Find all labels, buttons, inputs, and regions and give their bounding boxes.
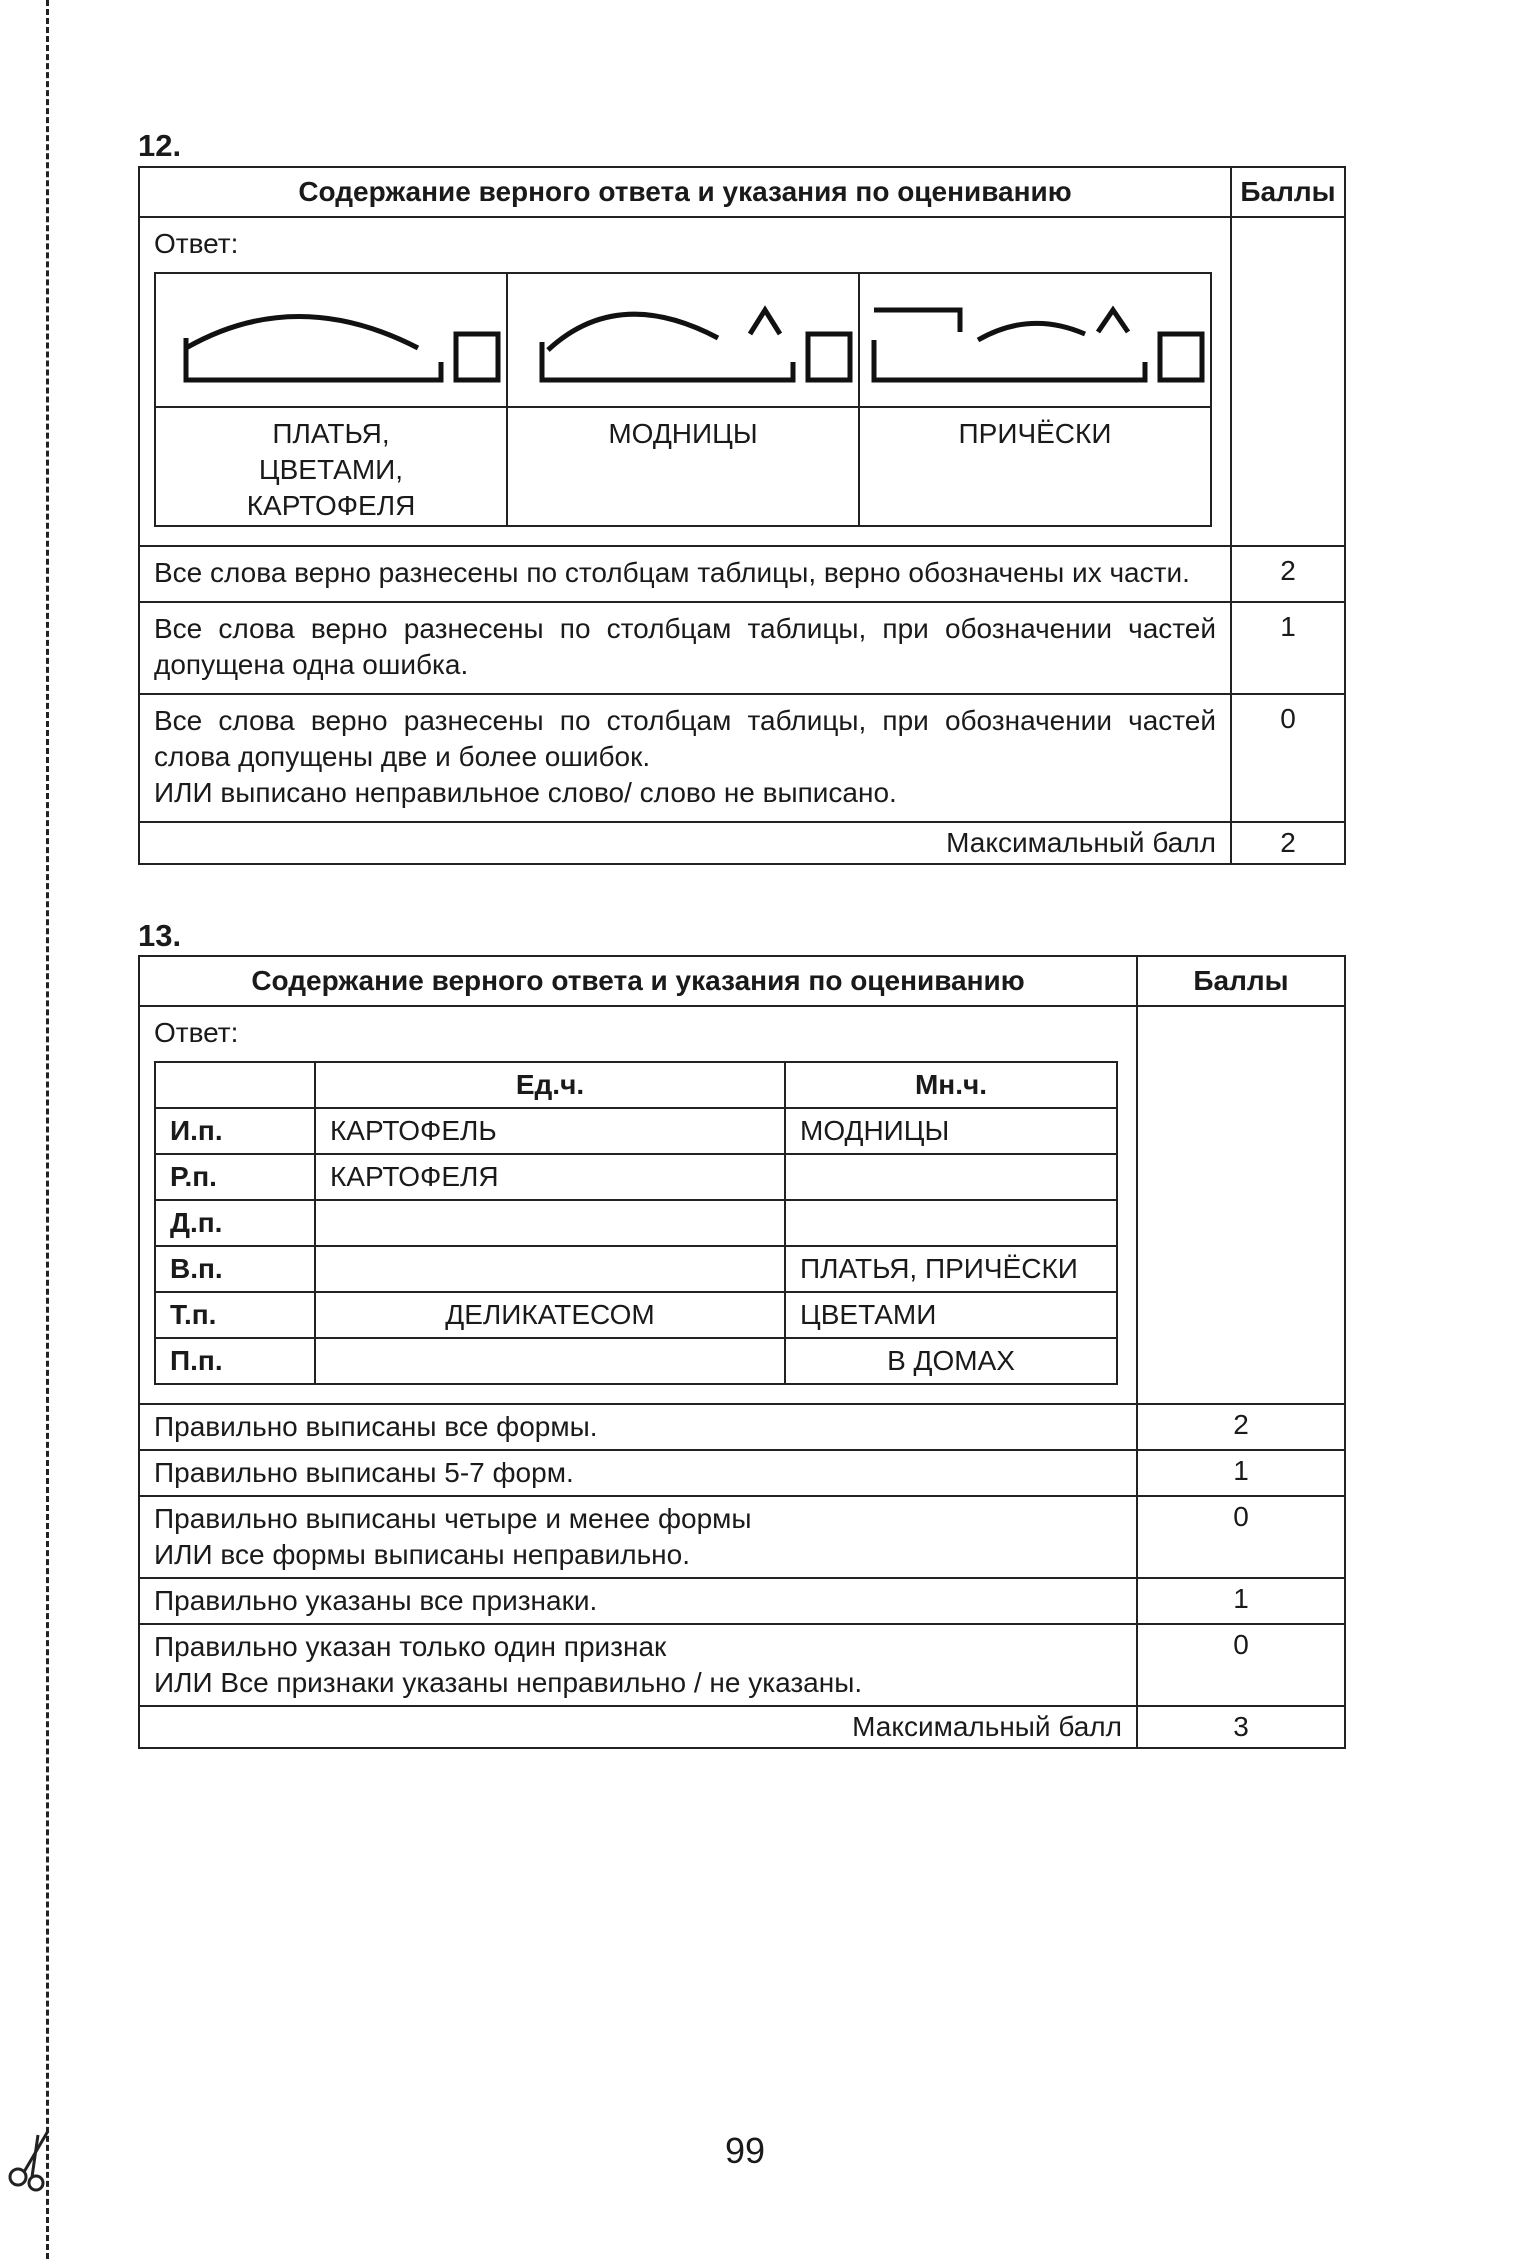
morpheme-scheme-2 — [507, 273, 859, 407]
q13-header-content: Содержание верного ответа и указания по оцениванию — [139, 956, 1137, 1006]
q12-criterion-3-line2: ИЛИ выписано неправильное слово/ слово не выписано. — [154, 777, 897, 808]
q12-criterion-2-score: 1 — [1231, 602, 1345, 694]
case-label: В.п. — [155, 1246, 315, 1292]
q12-table — [138, 166, 1346, 865]
form-plural — [785, 1200, 1117, 1246]
q13-criterion-1-score: 2 — [1137, 1404, 1345, 1450]
q13-max-score: 3 — [1137, 1706, 1345, 1748]
morpheme-scheme-icon — [156, 290, 506, 390]
q13-header-score: Баллы — [1137, 956, 1345, 1006]
q13-criterion-3-line1: Правильно выписаны четыре и менее формы — [154, 1503, 752, 1534]
morpheme-scheme-3 — [859, 273, 1211, 407]
form-singular: ДЕЛИКАТЕСОМ — [315, 1292, 785, 1338]
q13-criterion-5-score: 0 — [1137, 1624, 1345, 1706]
col-plural: Мн.ч. — [785, 1062, 1117, 1108]
word-group-1: ПЛАТЬЯ, ЦВЕТАМИ, КАРТОФЕЛЯ — [155, 407, 507, 526]
q12-max-score: 2 — [1231, 822, 1345, 864]
q13-table — [138, 955, 1346, 1749]
page-number: 99 — [724, 2130, 766, 2171]
q13-answer-cell — [139, 1006, 1137, 1404]
morpheme-scheme-icon — [860, 290, 1210, 390]
word-group-3: ПРИЧЁСКИ — [859, 407, 1211, 526]
form-singular: КАРТОФЕЛЬ — [315, 1108, 785, 1154]
q13-criterion-5-line1: Правильно указан только один признак — [154, 1631, 667, 1662]
form-singular: КАРТОФЕЛЯ — [315, 1154, 785, 1200]
q12-criterion-1-score: 2 — [1231, 546, 1345, 602]
case-label: И.п. — [155, 1108, 315, 1154]
q12-answer-label: Ответ: — [154, 228, 239, 259]
q12-header-content: Содержание верного ответа и указания по оцениванию — [139, 167, 1231, 217]
q13-forms-table — [154, 1061, 1118, 1385]
q12-criterion-2: Все слова верно разнесены по столбцам таблицы, при обозначении частей допущена одна ошибка. — [139, 602, 1231, 694]
q12-answer-table — [154, 272, 1212, 527]
question-13-number: 13. — [138, 918, 182, 953]
q13-criterion-2-score: 1 — [1137, 1450, 1345, 1496]
q12-criterion-3 — [139, 694, 1231, 822]
word-group-2: МОДНИЦЫ — [507, 407, 859, 526]
form-singular — [315, 1246, 785, 1292]
q12-max-label: Максимальный балл — [139, 822, 1231, 864]
form-plural: ЦВЕТАМИ — [785, 1292, 1117, 1338]
case-label: П.п. — [155, 1338, 315, 1384]
cut-line — [46, 0, 49, 2259]
q12-header-score: Баллы — [1231, 167, 1345, 217]
form-plural: МОДНИЦЫ — [785, 1108, 1117, 1154]
form-plural: ПЛАТЬЯ, ПРИЧЁСКИ — [785, 1246, 1117, 1292]
morpheme-scheme-icon — [508, 290, 858, 390]
q13-criterion-1: Правильно выписаны все формы. — [139, 1404, 1137, 1450]
q13-answer-score-cell — [1137, 1006, 1345, 1404]
q12-criterion-1: Все слова верно разнесены по столбцам таблицы, верно обозначены их части. — [139, 546, 1231, 602]
q13-criterion-5 — [139, 1624, 1137, 1706]
q12-answer-cell — [139, 217, 1231, 546]
case-label: Р.п. — [155, 1154, 315, 1200]
q13-criterion-5-line2: ИЛИ Все признаки указаны неправильно / не указаны. — [154, 1667, 863, 1698]
q13-criterion-4-score: 1 — [1137, 1578, 1345, 1624]
case-label: Д.п. — [155, 1200, 315, 1246]
q13-criterion-4: Правильно указаны все признаки. — [139, 1578, 1137, 1624]
form-plural — [785, 1154, 1117, 1200]
q13-max-label: Максимальный балл — [139, 1706, 1137, 1748]
q13-criterion-3-line2: ИЛИ все формы выписаны неправильно. — [154, 1539, 690, 1570]
morpheme-scheme-1 — [155, 273, 507, 407]
q12-criterion-3-line1: Все слова верно разнесены по столбцам таблицы, при обозначении частей слова допущены две и более ошибок. — [154, 705, 1216, 772]
q13-criterion-3-score: 0 — [1137, 1496, 1345, 1578]
q12-answer-score-cell — [1231, 217, 1345, 546]
forms-corner-cell — [155, 1062, 315, 1108]
q13-answer-label: Ответ: — [154, 1017, 239, 1048]
q13-criterion-2: Правильно выписаны 5-7 форм. — [139, 1450, 1137, 1496]
col-singular: Ед.ч. — [315, 1062, 785, 1108]
q13-criterion-3 — [139, 1496, 1137, 1578]
case-label: Т.п. — [155, 1292, 315, 1338]
form-plural: В ДОМАХ — [785, 1338, 1117, 1384]
q12-criterion-3-score: 0 — [1231, 694, 1345, 822]
question-12-number: 12. — [138, 128, 182, 163]
form-singular — [315, 1338, 785, 1384]
form-singular — [315, 1200, 785, 1246]
